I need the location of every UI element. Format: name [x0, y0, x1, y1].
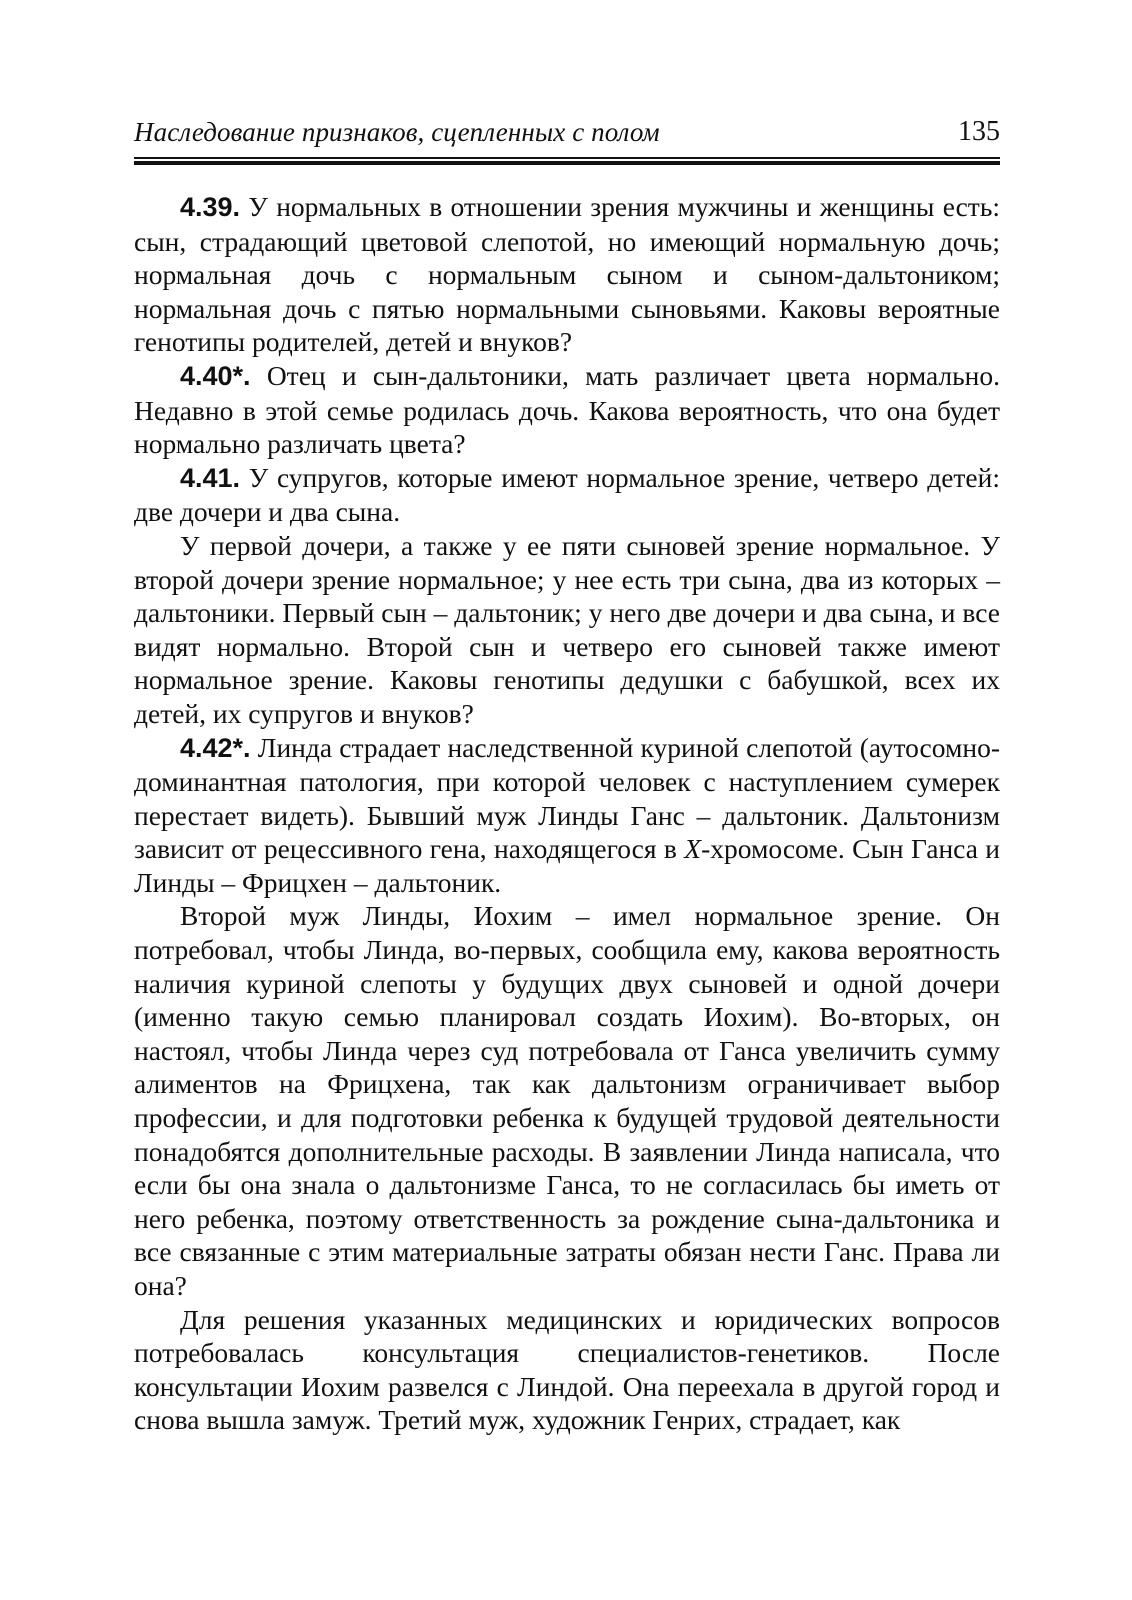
problem-4-42-continuation-2: Для решения указанных медицинских и юридических вопросов потребовалась консультация специалистов-генетиков. После консультации Иохим развелся с Линдой. Она переехала в другой город и снова вышла замуж. Третий муж, художник Генрих, страдает, как: [134, 1303, 1000, 1436]
header-rule-thin: [134, 157, 1000, 159]
problem-number: 4.39.: [180, 192, 241, 222]
problem-text-part-2: -хромосоме. Сын Ганса и Линды – Фрицхен – дальтоник.: [134, 833, 1001, 898]
running-title: Наследование признаков, сцепленных с полом: [134, 117, 660, 147]
chromosome-letter: X: [684, 833, 702, 865]
problem-number: 4.42*.: [180, 732, 251, 763]
problem-4-39: [134, 190, 1000, 359]
problem-4-41: [134, 461, 1000, 529]
page-number: 135: [958, 116, 1000, 147]
problem-number: 4.41.: [180, 462, 241, 493]
page-header: [134, 112, 1000, 152]
problem-4-41-continuation: У первой дочери, а также у ее пяти сыновей зрение нормальное. У второй дочери зрение нормальное; у нее есть три сына, два из которых – дальтоники. Первый сын – дальтоник; у него две дочери и два сына, и все видят нормально. Второй сын и четверо его сыновей также имеют нормальное зрение. Каковы генотипы дедушки с бабушкой, всех их детей, их супругов и внуков?: [134, 529, 1000, 729]
problem-text: Отец и сын-дальтоники, мать различает цвета нормально. Недавно в этой семье родилась дочь. Какова вероятность, что она будет нормально различать цвета?: [134, 359, 1000, 460]
problem-text-part-1: Линда страдает наследственной куриной слепотой (аутосомно-доминантная патология, при которой человек с наступлением сумерек перестает видеть). Бывший муж Линды Ганс – дальтоник. Дальтонизм зависит от рецессивного гена, находящегося в: [134, 731, 1000, 865]
problem-4-42: [134, 731, 1000, 900]
problem-4-42-continuation-1: Второй муж Линды, Иохим – имел нормальное зрение. Он потребовал, чтобы Линда, во-первых, сообщила ему, какова вероятность наличия куриной слепоты у будущих двух сыновей и одной дочери (именно такую семью планировал создать Иохим). Во-вторых, он настоял, чтобы Линда через суд потребовала от Ганса увеличить сумму алиментов на Фрицхена, так как дальтонизм ограничивает выбор профессии, и для подготовки ребенка к будущей трудовой деятельности понадобятся дополнительные расходы. В заявлении Линда написала, что если бы она знала о дальтонизме Ганса, то не согласилась бы иметь от него ребенка, поэтому ответственность за рождение сына-дальтоника и все связанные с этим материальные затраты обязан нести Ганс. Права ли она?: [134, 900, 1000, 1301]
problem-text: У супругов, которые имеют нормальное зрение, четверо детей: две дочери и два сына.: [134, 461, 1000, 528]
header-rule-thick: [134, 161, 1000, 165]
problem-text: У нормальных в отношении зрения мужчины и женщины есть: сын, страдающий цветовой слепотой, но имеющий нормальную дочь; нормальная дочь с нормальным сыном и сыном-дальтоником; нормальная дочь с пятью нормальными сыновьями. Каковы вероятные генотипы родителей, детей и внуков?: [134, 191, 1000, 358]
problem-4-40: [134, 359, 1000, 461]
page-body: [134, 190, 1000, 1437]
problem-number: 4.40*.: [180, 360, 251, 391]
